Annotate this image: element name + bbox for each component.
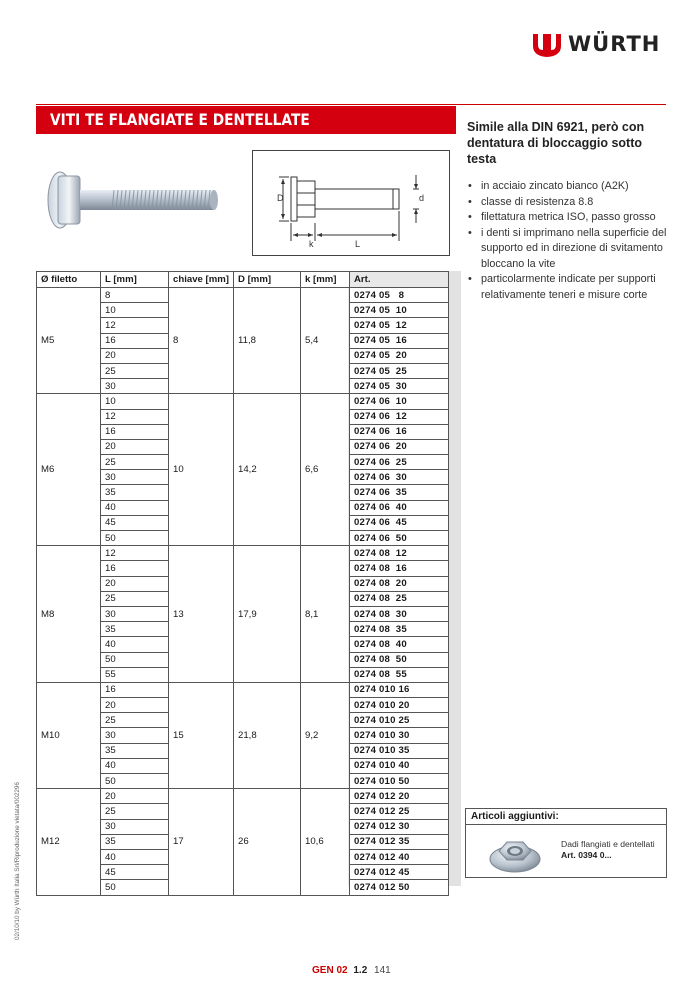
wurth-logo-icon xyxy=(532,30,562,58)
cell-length: 20 xyxy=(101,698,169,713)
cell-article-number: 0274 06 30 xyxy=(350,470,449,485)
cell-length: 20 xyxy=(101,439,169,454)
cell-article-number: 0274 012 50 xyxy=(350,880,449,895)
cell-article-number: 0274 06 20 xyxy=(350,439,449,454)
cell-k: 8,1 xyxy=(301,546,350,683)
table-row xyxy=(37,546,449,561)
cell-length: 8 xyxy=(101,288,169,303)
cell-length: 12 xyxy=(101,318,169,333)
cell-article-number: 0274 05 25 xyxy=(350,363,449,378)
cell-article-number: 0274 06 45 xyxy=(350,515,449,530)
cell-article-number: 0274 06 12 xyxy=(350,409,449,424)
cell-article-number: 0274 08 30 xyxy=(350,606,449,621)
cell-article-number: 0274 05 10 xyxy=(350,303,449,318)
header-key: chiave [mm] xyxy=(169,272,234,288)
footer-section: GEN 02 xyxy=(312,965,348,976)
cell-article-number: 0274 06 40 xyxy=(350,500,449,515)
additional-article-description: Dadi flangiati e dentellati xyxy=(561,839,655,849)
table-row xyxy=(37,288,449,303)
flange-nut-photo xyxy=(488,831,542,875)
cell-length: 45 xyxy=(101,515,169,530)
cell-length: 25 xyxy=(101,455,169,470)
cell-diameter: M12 xyxy=(37,789,101,895)
cell-article-number: 0274 08 50 xyxy=(350,652,449,667)
cell-k: 5,4 xyxy=(301,288,350,394)
cell-article-number: 0274 012 40 xyxy=(350,849,449,864)
cell-length: 30 xyxy=(101,379,169,394)
cell-length: 12 xyxy=(101,546,169,561)
cell-length: 10 xyxy=(101,394,169,409)
cell-length: 12 xyxy=(101,409,169,424)
cell-article-number: 0274 08 35 xyxy=(350,622,449,637)
cell-length: 25 xyxy=(101,363,169,378)
cell-article-number: 0274 012 20 xyxy=(350,789,449,804)
cell-length: 35 xyxy=(101,743,169,758)
page-footer xyxy=(312,965,391,976)
cell-diameter: M6 xyxy=(37,394,101,546)
header-diameter: Ø filetto xyxy=(37,272,101,288)
cell-article-number: 0274 05 30 xyxy=(350,379,449,394)
header-D: D [mm] xyxy=(234,272,301,288)
feature-item: • filettatura metrica ISO, passo grosso xyxy=(467,210,682,226)
spec-table-body xyxy=(37,288,449,896)
cell-length: 30 xyxy=(101,728,169,743)
table-row xyxy=(37,789,449,804)
cell-length: 25 xyxy=(101,713,169,728)
cell-length: 25 xyxy=(101,804,169,819)
cell-article-number: 0274 010 16 xyxy=(350,682,449,697)
cell-article-number: 0274 06 10 xyxy=(350,394,449,409)
footer-subsection: 1.2 xyxy=(353,965,368,976)
cell-D: 26 xyxy=(234,789,301,895)
cell-article-number: 0274 010 50 xyxy=(350,774,449,789)
feature-list xyxy=(467,179,682,303)
table-row xyxy=(37,682,449,697)
cell-article-number: 0274 08 40 xyxy=(350,637,449,652)
cell-length: 50 xyxy=(101,880,169,895)
cell-length: 30 xyxy=(101,819,169,834)
cell-length: 35 xyxy=(101,622,169,637)
cell-length: 16 xyxy=(101,333,169,348)
cell-length: 16 xyxy=(101,561,169,576)
cell-D: 11,8 xyxy=(234,288,301,394)
cell-article-number: 0274 05 12 xyxy=(350,318,449,333)
feature-item: • in acciaio zincato bianco (A2K) xyxy=(467,179,682,195)
cell-article-number: 0274 05 20 xyxy=(350,348,449,363)
cell-article-number: 0274 06 25 xyxy=(350,455,449,470)
drawing-label-D: D xyxy=(277,193,284,203)
cell-key: 8 xyxy=(169,288,234,394)
cell-diameter: M5 xyxy=(37,288,101,394)
cell-length: 50 xyxy=(101,531,169,546)
header-k: k [mm] xyxy=(301,272,350,288)
header-rule xyxy=(36,104,666,105)
cell-length: 16 xyxy=(101,424,169,439)
cell-k: 6,6 xyxy=(301,394,350,546)
cell-key: 17 xyxy=(169,789,234,895)
cell-length: 20 xyxy=(101,789,169,804)
table-header-row xyxy=(37,272,449,288)
cell-article-number: 0274 012 35 xyxy=(350,834,449,849)
cell-length: 30 xyxy=(101,470,169,485)
cell-length: 20 xyxy=(101,348,169,363)
spec-table xyxy=(36,271,449,896)
cell-length: 45 xyxy=(101,865,169,880)
feature-item: • particolarmente indicate per supporti relativamente teneri e misure corte xyxy=(467,272,682,303)
cell-article-number: 0274 06 50 xyxy=(350,531,449,546)
bolt-photo xyxy=(46,168,221,230)
cell-article-number: 0274 010 25 xyxy=(350,713,449,728)
drawing-label-d: d xyxy=(419,193,425,203)
header-length: L [mm] xyxy=(101,272,169,288)
cell-length: 35 xyxy=(101,485,169,500)
cell-length: 40 xyxy=(101,758,169,773)
cell-length: 16 xyxy=(101,682,169,697)
cell-article-number: 0274 06 16 xyxy=(350,424,449,439)
cell-article-number: 0274 012 25 xyxy=(350,804,449,819)
feature-item: • classe di resistenza 8.8 xyxy=(467,195,682,211)
cell-article-number: 0274 06 35 xyxy=(350,485,449,500)
cell-article-number: 0274 08 20 xyxy=(350,576,449,591)
cell-length: 50 xyxy=(101,774,169,789)
cell-article-number: 0274 012 30 xyxy=(350,819,449,834)
cell-key: 10 xyxy=(169,394,234,546)
description-title: Simile alla DIN 6921, però con dentatura di bloccaggio sotto testa xyxy=(467,120,645,166)
cell-article-number: 0274 010 30 xyxy=(350,728,449,743)
cell-D: 14,2 xyxy=(234,394,301,546)
cell-length: 30 xyxy=(101,606,169,621)
copyright-note: 02/10/10 by Würth Italia Srl/Riproduzione vietata/002296 xyxy=(14,782,21,940)
cell-key: 13 xyxy=(169,546,234,683)
cell-article-number: 0274 010 35 xyxy=(350,743,449,758)
cell-k: 9,2 xyxy=(301,682,350,788)
cell-article-number: 0274 010 20 xyxy=(350,698,449,713)
cell-length: 40 xyxy=(101,849,169,864)
cell-article-number: 0274 010 40 xyxy=(350,758,449,773)
feature-item: • i denti si imprimano nella superficie del supporto ed in direzione di svitamento bloccano la vite xyxy=(467,226,682,273)
additional-articles-heading: Articoli aggiuntivi: xyxy=(466,809,666,825)
footer-page-number: 141 xyxy=(374,965,391,976)
cell-article-number: 0274 012 45 xyxy=(350,865,449,880)
table-row xyxy=(37,394,449,409)
additional-articles-box xyxy=(465,808,667,878)
cell-key: 15 xyxy=(169,682,234,788)
page-title: VITI TE FLANGIATE E DENTELLATE xyxy=(50,110,310,129)
additional-article-number: Art. 0394 0... xyxy=(561,850,612,860)
cell-D: 21,8 xyxy=(234,682,301,788)
cell-length: 35 xyxy=(101,834,169,849)
cell-article-number: 0274 08 16 xyxy=(350,561,449,576)
technical-drawing xyxy=(252,150,450,256)
drawing-label-k: k xyxy=(309,239,314,249)
cell-length: 20 xyxy=(101,576,169,591)
cell-length: 50 xyxy=(101,652,169,667)
wurth-logo xyxy=(532,28,672,60)
header-art: Art. xyxy=(350,272,449,288)
cell-D: 17,9 xyxy=(234,546,301,683)
cell-length: 40 xyxy=(101,637,169,652)
cell-diameter: M8 xyxy=(37,546,101,683)
table-side-bar xyxy=(449,271,461,886)
cell-article-number: 0274 08 25 xyxy=(350,591,449,606)
cell-article-number: 0274 05 8 xyxy=(350,288,449,303)
cell-diameter: M10 xyxy=(37,682,101,788)
drawing-label-L: L xyxy=(355,239,361,249)
cell-article-number: 0274 08 55 xyxy=(350,667,449,682)
cell-length: 10 xyxy=(101,303,169,318)
cell-article-number: 0274 05 16 xyxy=(350,333,449,348)
cell-article-number: 0274 08 12 xyxy=(350,546,449,561)
cell-k: 10,6 xyxy=(301,789,350,895)
cell-length: 40 xyxy=(101,500,169,515)
cell-length: 25 xyxy=(101,591,169,606)
cell-length: 55 xyxy=(101,667,169,682)
brand-name: WÜRTH xyxy=(568,32,661,56)
bolt-drawing-icon xyxy=(253,151,451,257)
